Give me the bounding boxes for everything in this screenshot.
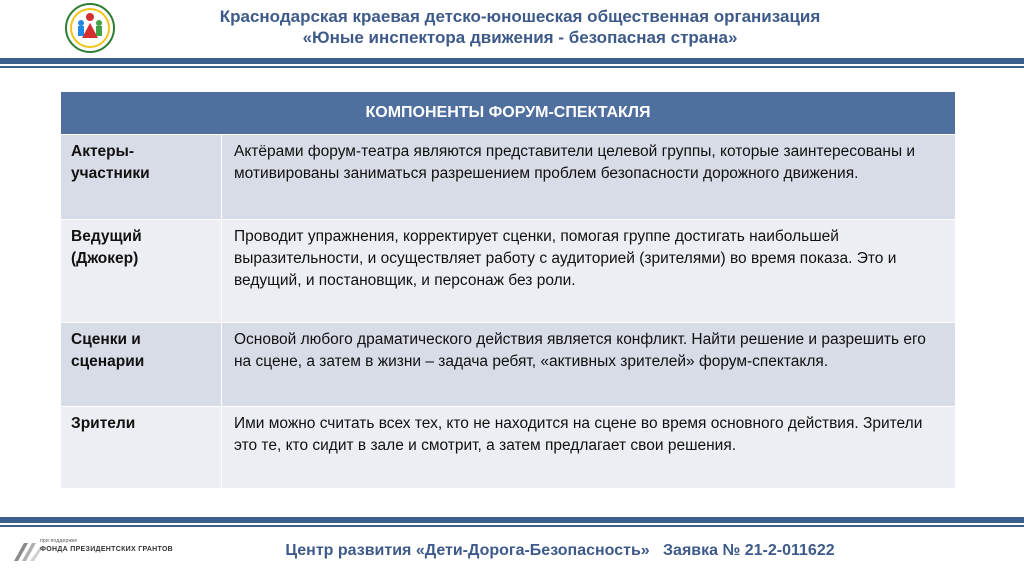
- header-divider-thin: [0, 66, 1024, 68]
- table-row: [61, 220, 956, 323]
- footer-divider-thin: [0, 525, 1024, 527]
- term-cell: Ведущий (Джокер): [61, 220, 222, 323]
- footer-divider: [0, 517, 1024, 523]
- term-cell: Актеры-участники: [61, 135, 222, 220]
- footer-center-text: Центр развития «Дети-Дорога-Безопасность» Заявка № 21-2-011622: [285, 542, 835, 559]
- term-cell: Сценки и сценарии: [61, 323, 222, 407]
- components-table: [60, 91, 956, 489]
- term-cell: Зрители: [61, 407, 222, 489]
- organization-subtitle: «Юные инспектора движения - безопасная страна»: [302, 28, 738, 47]
- fund-caption: при поддержке: [40, 538, 78, 544]
- table-title: КОМПОНЕНТЫ ФОРУМ-СПЕКТАКЛЯ: [61, 92, 956, 135]
- table-row: [61, 407, 956, 489]
- page-header: [0, 0, 1024, 58]
- description-cell: Проводит упражнения, корректирует сценки, помогая группе достигать наибольшей выразительности, и осуществляет работу с аудиторией (зрителями) во время показа. Это и ведущий, и постановщик, и персонаж без роли.: [222, 220, 956, 323]
- fund-name: ФОНДА ПРЕЗИДЕНТСКИХ ГРАНТОВ: [40, 546, 174, 553]
- organization-name: Краснодарская краевая детско-юношеская общественная организация: [219, 7, 821, 26]
- header-divider: [0, 58, 1024, 64]
- table-row: [61, 135, 956, 220]
- description-cell: Актёрами форум-театра являются представители целевой группы, которые заинтересованы и мотивированы заниматься разрешением проблем безопасности дорожного движения.: [222, 135, 956, 220]
- organization-logo-icon: [64, 2, 116, 54]
- table-header-row: [61, 92, 956, 135]
- description-cell: Ими можно считать всех тех, кто не находится на сцене во время основного действия. Зрители это те, кто сидит в зале и смотрит, а затем предлагает свои решения.: [222, 407, 956, 489]
- description-cell: Основой любого драматического действия является конфликт. Найти решение и разрешить его на сцене, а затем в жизни – задача ребят, «активных зрителей» форум-спектакля.: [222, 323, 956, 407]
- table-row: [61, 323, 956, 407]
